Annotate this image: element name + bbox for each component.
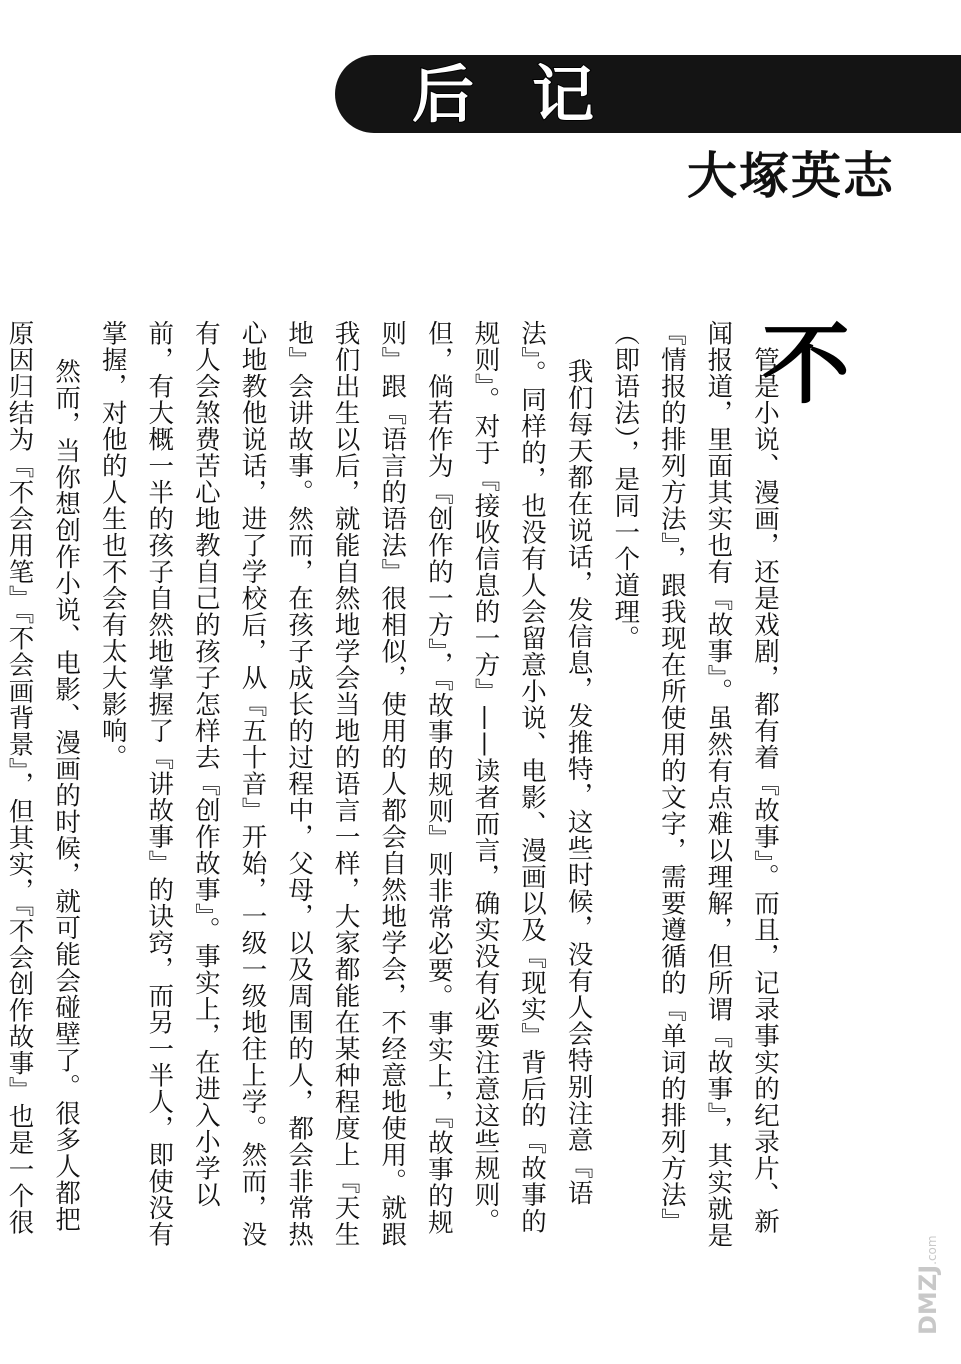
paragraph-3: 然而，当你想创作小说、电影、漫画的时候，就可能会碰壁了。很多人都把原因归结为『不会用笔』『不会画背景』，但其实，『不会创作故事』也是一个很	[4, 320, 82, 1236]
drop-cap: 不	[762, 313, 851, 416]
author-name: 大塚英志	[687, 147, 895, 205]
article-body	[4, 320, 788, 1250]
watermark-brand: DMZJ	[914, 1264, 942, 1335]
paragraph-2: 我们每天都在说话，发信息，发推特，这些时候，没有人会特别注意『语法』。同样的，也没有人会留意小说、电影、漫画以及『现实』背后的『故事的规则』。对于『接收信息的一方』——读者而言，确实没有必要注意这些规则。但，倘若作为『创作的一方』，『故事的规则』则非常必要。事实上，『故事的规则』跟『语言的语法』很相似，使用的人都会自然地学会，不经意地使用。就跟我们出生以后，就能自然地学会当地的语言一样，大家都能在某种程度上『天生地』会讲故事。然而，在孩子成长的过程中，父母，以及周围的人，都会非常热心地教他说话，进了学校后，从『五十音』开始，一级一级地往上学。然而，没有人会煞费苦心地教自己的孩子怎样去『创作故事』。事实上，在进入小学以前，有大概一半的孩子自然地掌握了『讲故事』的诀窍，而另一半人，即使没有掌握，对他的人生也不会有太大影响。	[97, 320, 594, 1248]
page-title: 后记	[412, 58, 653, 131]
site-watermark	[873, 1235, 961, 1335]
paragraph-1: 管是小说、漫画，还是戏剧，都有着『故事』。而且，记录事实的纪录片、新闻报道，里面其实也有『故事』。虽然有点难以理解，但所谓『故事』，其实就是『情报的排列方法』，跟我现在所使用的文字，需要遵循的『单词的排列方法』（即语法），是同一个道理。	[610, 320, 780, 1249]
watermark-suffix: .com	[925, 1235, 939, 1265]
